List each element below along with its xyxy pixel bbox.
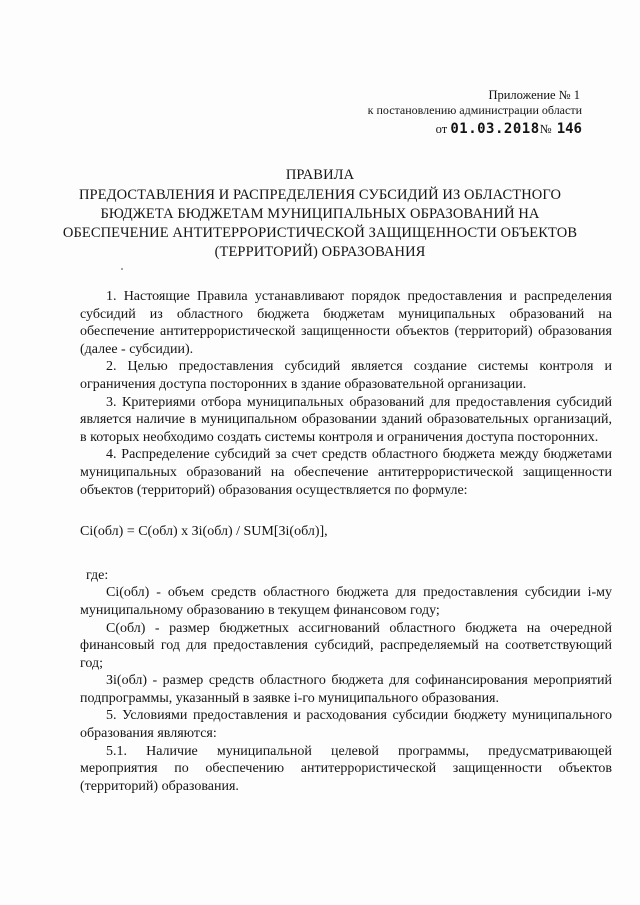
appendix-reference: к постановлению администрации области — [367, 103, 582, 117]
definition-c: C(обл) - размер бюджетных ассигнований областного бюджета на очередной финансовый год для предоставления субсидий, распределяемый на соответствующий год; — [80, 620, 612, 671]
paragraph-2: 2. Целью предоставления субсидий является создание системы контроля и ограничения доступа посторонних в здание образовательной организации. — [80, 359, 612, 392]
formula-where: где: — [86, 567, 109, 583]
title-line: (ТЕРРИТОРИЙ) ОБРАЗОВАНИЯ — [214, 244, 426, 260]
scan-speck — [121, 268, 123, 270]
definition-zi: Зi(обл) - размер средств областного бюджета для софинансирования мероприятий подпрограммы, указанный в заявке i-го муниципального образования. — [80, 673, 612, 706]
number-prefix: № — [539, 122, 552, 136]
document-title — [60, 166, 580, 262]
appendix-number: Приложение № 1 — [488, 88, 580, 102]
title-line: ПРЕДОСТАВЛЕНИЯ И РАСПРЕДЕЛЕНИЯ СУБСИДИЙ ИЗ ОБЛАСТНОГО — [78, 187, 562, 203]
paragraph-5: 5. Условиями предоставления и расходования субсидии бюджету муниципального образования являются: — [80, 708, 612, 742]
resolution-date-line — [368, 120, 582, 138]
paragraph-3: 3. Критериями отбора муниципальных образований для предоставления субсидий является наличие в муниципальном образовании зданий образовательных организаций, в которых необходимо создать системы контроля и ограничения доступа посторонних. — [80, 394, 612, 445]
definition-ci: Ci(обл) - объем средств областного бюджета для предоставления субсидии i-му муниципальному образованию в текущем финансовом году; — [80, 585, 612, 618]
paragraph-5-1: 5.1. Наличие муниципальной целевой программы, предусматривающей мероприятия по обеспечению антитеррористической защищенности объектов (территорий) образования. — [80, 743, 612, 794]
title-heading: ПРАВИЛА — [285, 167, 355, 183]
title-line: ОБЕСПЕЧЕНИЕ АНТИТЕРРОРИСТИЧЕСКОЙ ЗАЩИЩЕННОСТИ ОБЪЕКТОВ — [62, 225, 578, 241]
date-prefix: от — [435, 122, 448, 136]
resolution-number: 146 — [556, 121, 582, 137]
appendix-block — [368, 88, 582, 138]
resolution-date: 01.03.2018 — [450, 121, 540, 137]
formula: Ci(обл) = C(обл) x Зi(обл) / SUM[Зi(обл)], — [80, 524, 328, 540]
title-line: БЮДЖЕТА БЮДЖЕТАМ МУНИЦИПАЛЬНЫХ ОБРАЗОВАНИЙ НА — [100, 206, 540, 222]
paragraph-1: 1. Настоящие Правила устанавливают порядок предоставления и распределения субсидий из областного бюджета бюджетам муниципальных образований на обеспечение антитеррористической защищенности объектов (территорий) образования (далее - субсидии). — [80, 289, 612, 357]
paragraph-4: 4. Распределение субсидий за счет средств областного бюджета между бюджетами муниципальных образований на обеспечение антитеррористической защищенности объектов (территорий) образования осуществляется по формуле: — [80, 447, 612, 498]
document-body — [80, 288, 612, 795]
